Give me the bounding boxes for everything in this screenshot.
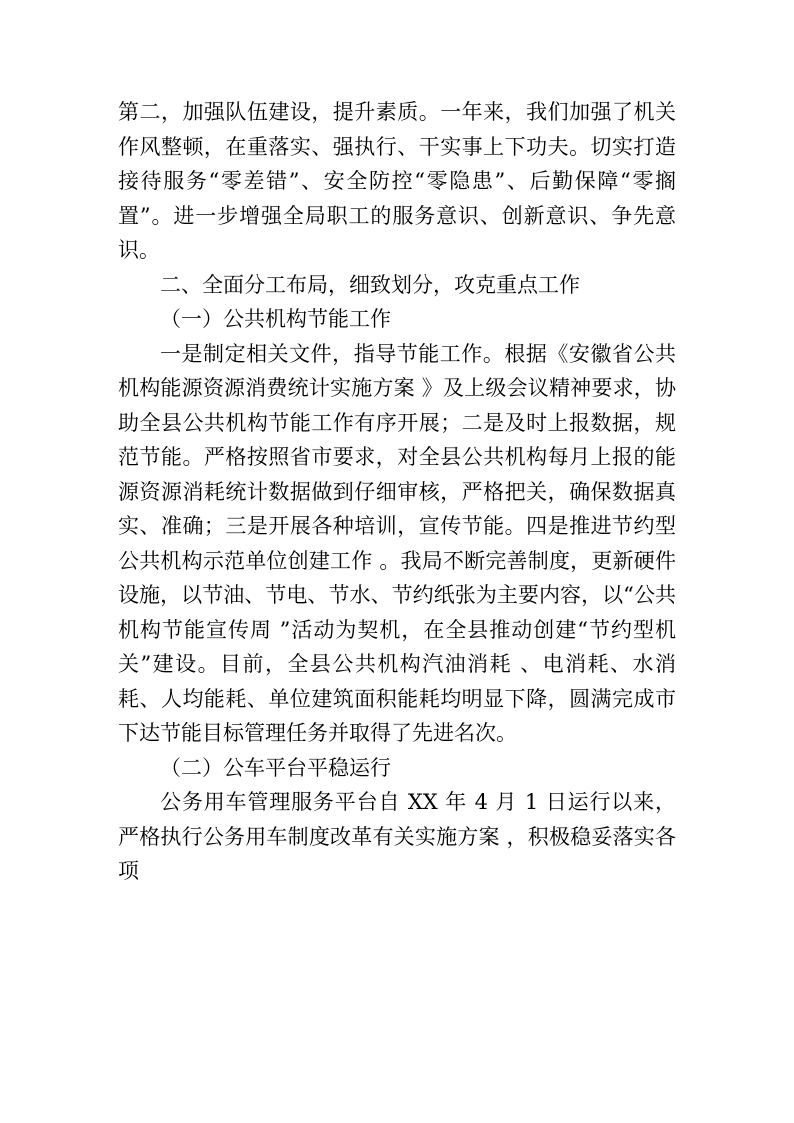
subheading-energy-saving: （一）公共机构节能工作 — [160, 307, 391, 331]
paragraph-energy-saving: 一是制定相关文件，指导节能工作。根据《安徽省公共机构能源资源消费统计实施方案 》及上级会议精神要求，协助全县公共机构节能工作有序开展；二是及时上报数据，规范节能。严格按照省市要求，对全县公共机构每月上报的能源资源消耗统计数据做到仔细审核，严格把关，确保数据真实、准确；三是开展各种培训，宣传节能。四是推进节约型公共机构示范单位创建工作 。我局不断完善制度，更新硬件设施，以节油、节电、节水、节约纸张为主要内容，以“公共机构节能宣传周 ”活动为契机，在全县推动创建“节约型机关”建设。目前，全县公共机构汽油消耗 、电消耗、水消耗、人均能耗、单位建筑面积能耗均明显下降，圆满完成市下达节能目标管理任务并取得了先进名次。 — [118, 341, 676, 745]
paragraph-official-vehicle: 公务用车管理服务平台自 XX 年 4 月 1 日运行以来，严格执行公务用车制度改革有关实施方案 ，积极稳妥落实各项 — [118, 790, 676, 883]
section-heading: 二、全面分工布局，细致划分，攻克重点工作 — [160, 272, 580, 297]
document-body — [118, 95, 676, 889]
paragraph-team-building: 第二，加强队伍建设，提升素质。一年来，我们加强了机关作风整顿，在重落实、强执行、干实事上下功夫。切实打造接待服务“零差错”、安全防控“零隐患”、后勤保障“零搁置”。进一步增强全局职工的服务意识、创新意识、争先意识。 — [118, 100, 676, 262]
subheading-official-vehicle: （二）公车平台平稳运行 — [160, 755, 391, 780]
